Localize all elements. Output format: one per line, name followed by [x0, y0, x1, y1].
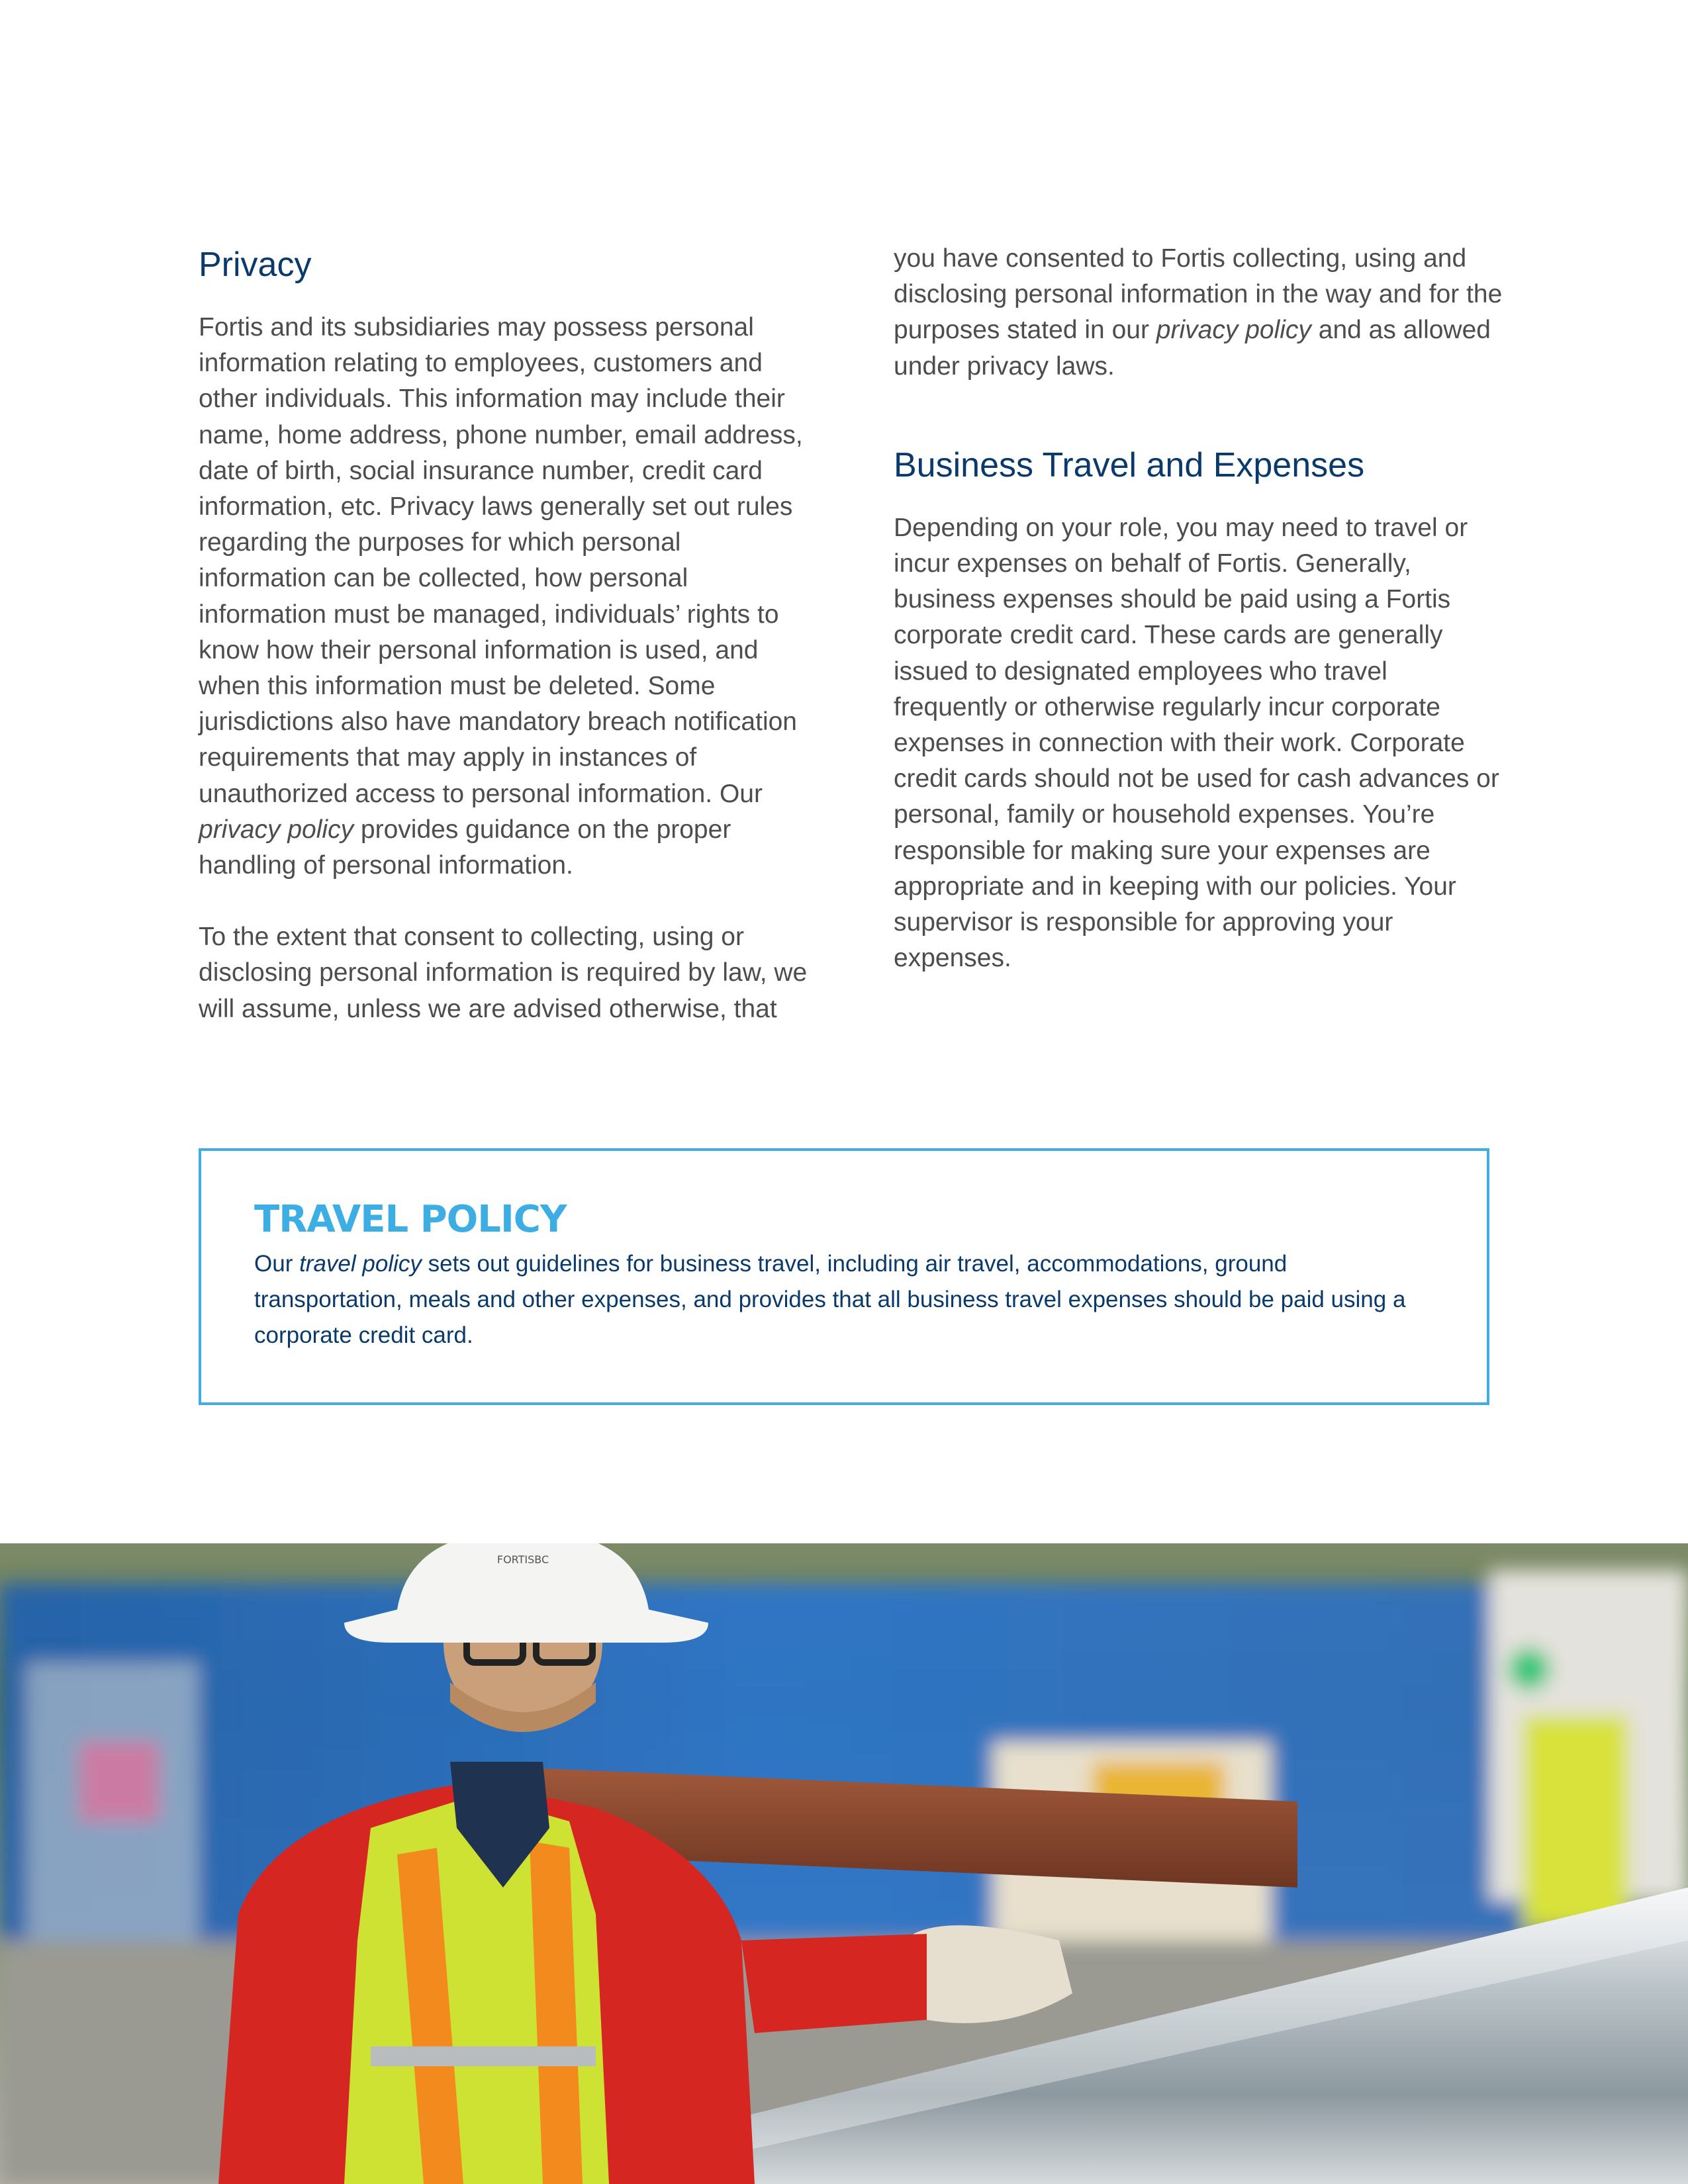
travel-policy-callout — [199, 1148, 1489, 1405]
privacy-paragraph-2: To the extent that consent to collecting, using or disclosing personal information is required by law, we will assume, unless we are advised otherwise, that — [199, 923, 808, 1023]
travel-policy-link[interactable]: travel policy — [299, 1251, 422, 1277]
privacy-p1-text: Fortis and its subsidiaries may possess personal information relating to employees, customers and other individuals. This information may include their name, home address, phone number, email address, date of birth, social insurance number, credit card information, etc. Privacy laws generally set out rules regarding the purposes for which personal information can be collected, how personal information must be managed, individuals’ rights to know how their personal information is used, and when this information must be deleted. Some jurisdictions also have mandatory breach notification requirements that may apply in instances of unauthorized access to personal information. Our — [199, 313, 803, 808]
privacy-policy-link-2[interactable]: privacy — [1156, 316, 1239, 345]
privacy-policy-link-2[interactable] — [1238, 316, 1245, 344]
travel-policy-text-end: sets out guidelines for business travel, including air travel, accommodations, ground transportation, meals and other expenses, and provides that all business travel expenses should be paid using a corporate credit card. — [254, 1251, 1406, 1348]
privacy-p1-text-end: provides guidance on the proper handling of personal information. — [199, 815, 731, 880]
privacy-policy-link-2[interactable]: policy — [1245, 316, 1311, 345]
privacy-paragraph-2-continued: you have consented to Fortis collecting, using and disclosing personal information in the way and for the purposes stated in our privacy policy and as allowed under privacy laws. — [894, 244, 1503, 381]
travel-policy-text-start: Our — [254, 1251, 300, 1277]
business-travel-paragraph: Depending on your role, you may need to travel or incur expenses on behalf of Fortis. Generally, business expenses should be paid using a Fortis corporate credit card. These cards are generally issued to designated employees who travel frequently or otherwise regularly incur corporate expenses in connection with their work. Corporate credit cards should not be used for cash advances or personal, family or household expenses. You’re responsible for making sure your expenses are appropriate and in keeping with our policies. Your supervisor is responsible for approving your expenses. — [894, 513, 1499, 973]
privacy-heading: Privacy — [199, 246, 312, 284]
business-travel-heading: Business Travel and Expenses — [894, 445, 1365, 484]
right-column-content — [894, 241, 1503, 976]
privacy-policy-link[interactable]: privacy policy — [199, 815, 354, 844]
travel-policy-text — [254, 1246, 1419, 1353]
travel-policy-title: TRAVEL POLICY — [254, 1198, 567, 1241]
worker-photo — [0, 1543, 1688, 2184]
left-column — [199, 238, 808, 1027]
hardhat-logo: FORTISBC — [496, 1553, 549, 1566]
privacy-paragraph-1 — [199, 310, 808, 884]
